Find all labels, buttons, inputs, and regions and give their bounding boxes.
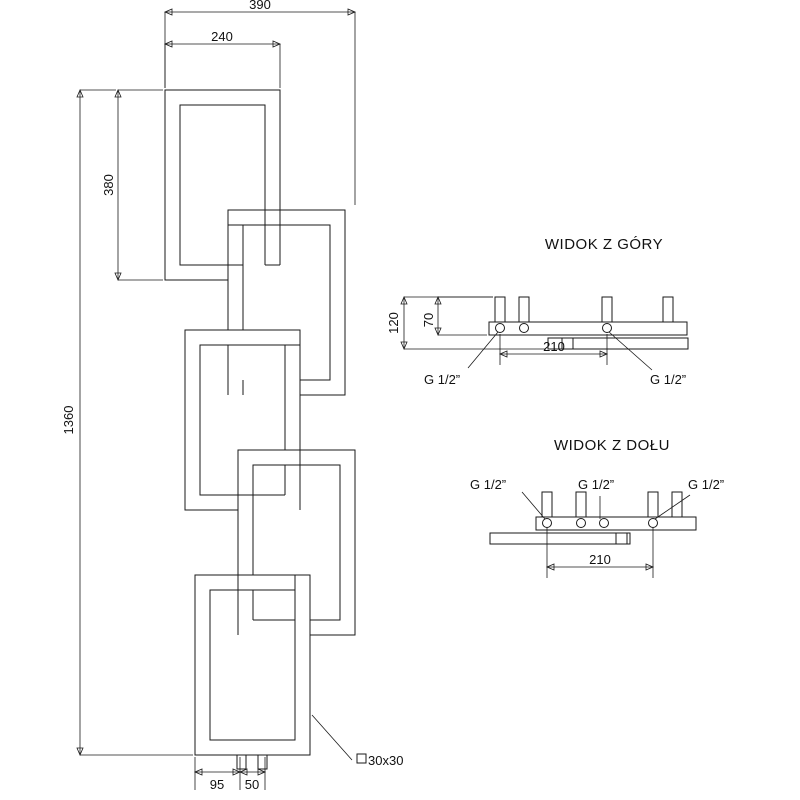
bottom-nipple-3 <box>648 492 658 518</box>
dim-bottom-spacing-label: 50 <box>244 777 260 792</box>
main-view-geometry <box>165 90 355 769</box>
dim-inner-width-label: 240 <box>211 29 233 44</box>
bottom-connection-circle-4 <box>649 519 658 528</box>
profile-note-label: 30x30 <box>368 753 404 768</box>
top-connection-circle-left <box>496 324 505 333</box>
dim-bottom-spacing-label: 210 <box>589 552 611 567</box>
profile-symbol <box>357 754 366 763</box>
top-connection-circle-left2 <box>520 324 529 333</box>
dim-bottom-left-offset-label: 95 <box>209 777 225 792</box>
top-view <box>386 236 688 387</box>
bottom-nipple-2 <box>576 492 586 518</box>
bottom-view-title: WIDOK Z DOŁU <box>553 437 671 454</box>
top-view-title: WIDOK Z GÓRY <box>544 236 664 253</box>
dim-top-depth-label: 120 <box>386 312 401 334</box>
top-nipple-1 <box>495 297 505 323</box>
top-nipple-2 <box>519 297 529 323</box>
bottom-connection-circle-2 <box>577 519 586 528</box>
bottom-lower-bar <box>490 533 630 544</box>
bottom-connection-label-1: G 1/2” <box>470 477 507 492</box>
dim-top-spacing-label: 210 <box>543 339 565 354</box>
bottom-connection-circle-3 <box>600 519 609 528</box>
bottom-connectors <box>237 755 267 769</box>
top-connection-circle-right <box>603 324 612 333</box>
bottom-connection-label-3: G 1/2” <box>688 477 725 492</box>
bottom-body-bar <box>536 517 696 530</box>
top-connection-left-label: G 1/2” <box>424 372 461 387</box>
top-nipple-3 <box>602 297 612 323</box>
bottom-connection-circle-1 <box>543 519 552 528</box>
bottom-nipple-4 <box>672 492 682 518</box>
bottom-view <box>470 437 724 578</box>
top-body-bar <box>489 322 687 335</box>
dim-element-height-label: 380 <box>101 174 116 196</box>
top-connection-right-label: G 1/2” <box>650 372 687 387</box>
top-nipple-4 <box>663 297 673 323</box>
dim-overall-height-label: 1360 <box>61 405 76 435</box>
dim-top-inner-depth-label: 70 <box>421 312 436 328</box>
bottom-nipple-1 <box>542 492 552 518</box>
dim-overall-width-label: 390 <box>249 0 271 12</box>
bottom-connection-label-2: G 1/2” <box>578 477 615 492</box>
